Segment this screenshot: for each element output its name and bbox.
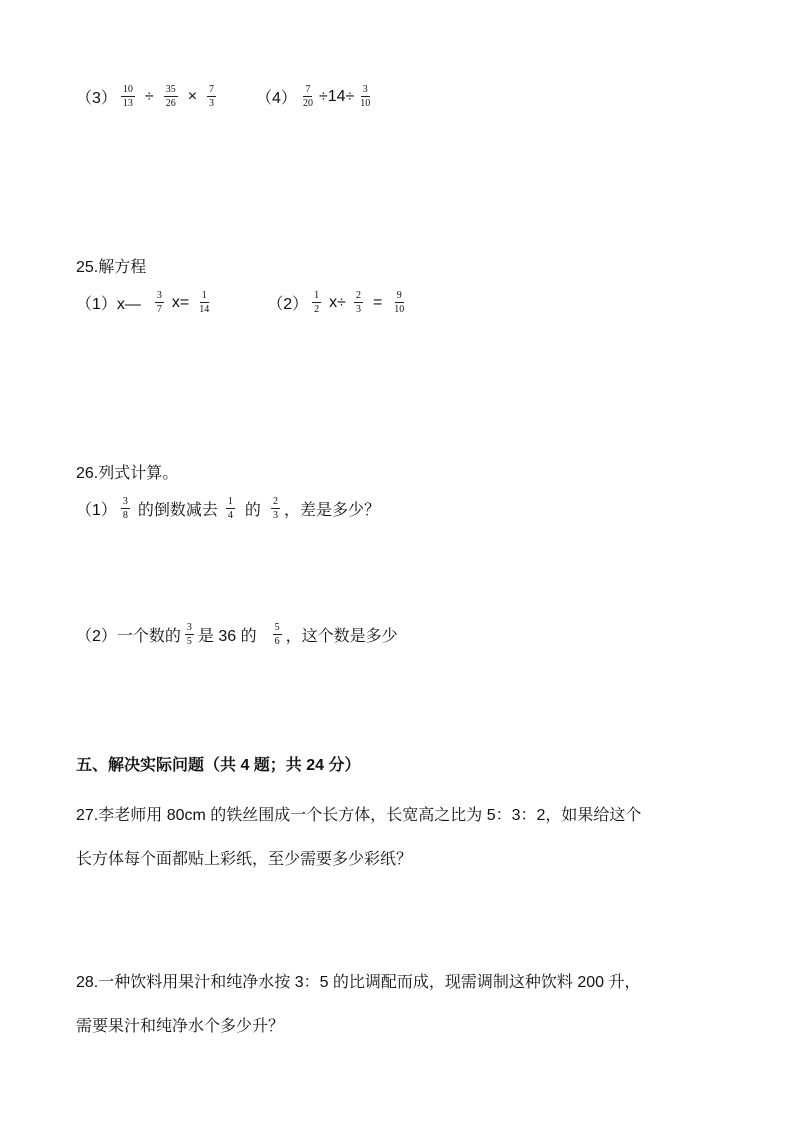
fraction: $\frac{1}{2}$ xyxy=(314,290,320,315)
fraction: $\frac{5}{6}$ xyxy=(274,622,280,647)
q26-p2-text2: ，这个数是多少 xyxy=(285,628,398,645)
q28-line1: 28.一种饮料用果汁和纯净水按 3：5 的比调配而成，现需调制这种饮料 200 升， xyxy=(76,974,641,991)
q24-p4-mid: ÷14÷ xyxy=(318,87,355,105)
q26-p2-text1: 是 36 的 xyxy=(197,628,257,645)
section-5-title: 五、解决实际问题（共 4 题；共 24 分） xyxy=(76,757,361,774)
fraction: $\frac{35}{26}$ xyxy=(165,84,176,109)
fraction: $\frac{3}{5}$ xyxy=(186,622,192,647)
fraction: $\frac{3}{8}$ xyxy=(122,496,128,521)
fraction: $\frac{9}{10}$ xyxy=(394,290,405,315)
q25-p2-label: （2） xyxy=(267,296,309,313)
equals-sign: = xyxy=(372,293,383,311)
q28-line2: 需要果汁和纯净水个多少升？ xyxy=(76,1018,285,1035)
q25-title: 25.解方程 xyxy=(76,259,147,276)
fraction: $\frac{1}{4}$ xyxy=(227,496,233,521)
q25-p1-mid: x= xyxy=(171,293,190,311)
fraction: $\frac{2}{3}$ xyxy=(355,290,361,315)
q26-part1 xyxy=(76,496,380,521)
q26-title: 26.列式计算。 xyxy=(76,465,179,482)
divide-sign: ÷ xyxy=(144,87,154,105)
q25-p2-mid: x÷ xyxy=(329,293,346,311)
q26-p1-text3: ，差是多少？ xyxy=(283,502,380,519)
q26-p1-text2: 的 xyxy=(244,502,261,519)
fraction: $\frac{10}{13}$ xyxy=(122,84,133,109)
multiply-sign: × xyxy=(187,87,198,105)
q25-row xyxy=(76,290,410,315)
q24-row xyxy=(76,84,376,109)
q26-part2 xyxy=(76,622,398,647)
fraction: $\frac{1}{14}$ xyxy=(199,290,210,315)
fraction: $\frac{7}{3}$ xyxy=(209,84,215,109)
q27-line1: 27.李老师用 80cm 的铁丝围成一个长方体，长宽高之比为 5：3：2，如果给这个 xyxy=(76,807,642,824)
q26-p1-label: （1） xyxy=(76,502,117,519)
q24-p3-label: （3） xyxy=(76,90,117,107)
fraction: $\frac{7}{20}$ xyxy=(302,84,313,109)
q25-p1-label: （1）x— xyxy=(76,296,141,313)
q26-p2-label: （2）一个数的 xyxy=(76,628,181,645)
q24-p4-label: （4） xyxy=(256,90,297,107)
fraction: $\frac{3}{10}$ xyxy=(360,84,371,109)
fraction: $\frac{2}{3}$ xyxy=(272,496,278,521)
q26-p1-text1: 的倒数减去 xyxy=(137,502,218,519)
q27-line2: 长方体每个面都贴上彩纸，至少需要多少彩纸？ xyxy=(76,851,413,868)
fraction: $\frac{3}{7}$ xyxy=(156,290,162,315)
